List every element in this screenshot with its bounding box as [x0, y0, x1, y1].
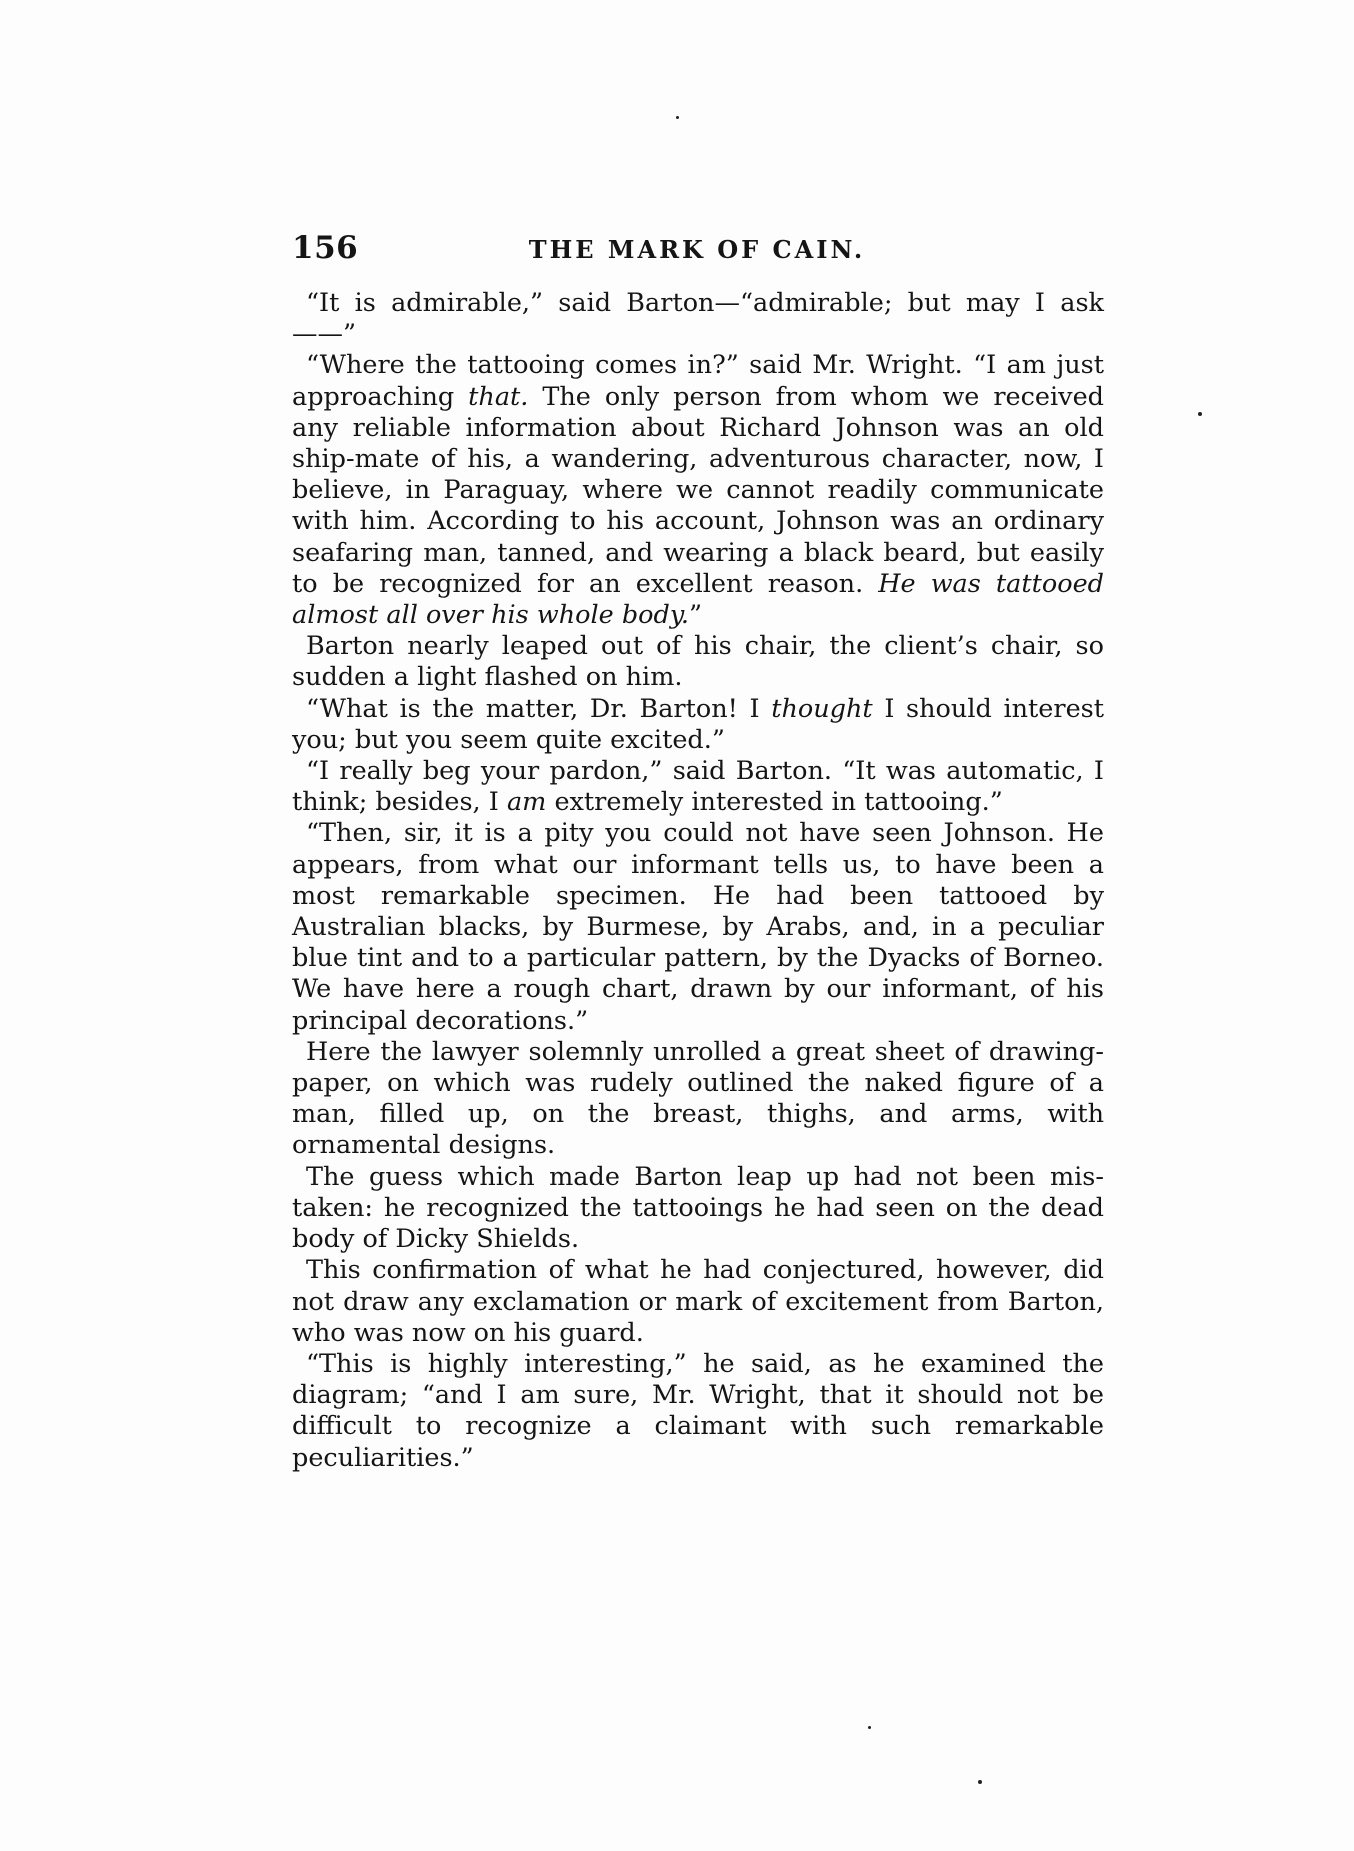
- text-run: Here the lawyer solemnly unrolled a great sheet of drawing-paper, on which was rudely outlined the naked figure of a man, filled up, on the breast, thighs, and arms, with ornamental designs.: [292, 1036, 1104, 1161]
- paragraph: [292, 1255, 1104, 1349]
- body-text: [292, 288, 1104, 1474]
- text-run: “Then, sir, it is a pity you could not have seen Johnson. He appears, from what our informant tells us, to have been a most remarkable specimen. He had been tattooed by Australian blacks, by Burmese, by Arabs, and, in a peculiar blue tint and to a particular pattern, by the Dyacks of Borneo. We have here a rough chart, drawn by our informant, of his principal decorations.”: [292, 818, 1104, 1036]
- text-run: Barton nearly leaped out of his chair, the client’s chair, so sudden a light flashed on him.: [292, 631, 1104, 693]
- print-speck: [868, 1726, 871, 1729]
- paragraph: [292, 1162, 1104, 1256]
- text-run: “What is the matter, Dr. Barton! I: [306, 693, 772, 724]
- text-run: The only person from whom we received any reliable information about Richard Johnson was an old ship-mate of his, a wandering, adventurous character, now, I believe, in Paraguay, where we cannot readily communicate with him. According to his account, Johnson was an ordinary seafaring man, tanned, and wearing a black beard, but easily to be recognized for an excellent reason.: [292, 381, 1104, 599]
- print-speck: [1198, 412, 1202, 416]
- italic-text: thought: [771, 693, 873, 724]
- text-run: “This is highly interesting,” he said, as he examined the diagram; “and I am sure, Mr. Wright, that it should not be difficult to recognize a claimant with such remarkable peculiarities.”: [292, 1348, 1104, 1473]
- paragraph: [292, 350, 1104, 631]
- page-header: [292, 228, 1102, 278]
- text-run: The guess which made Barton leap up had not been mistaken: he recognized the tattooings he had seen on the dead body of Dicky Shields.: [292, 1161, 1104, 1255]
- paragraph: [292, 756, 1104, 818]
- print-speck: [978, 1780, 982, 1784]
- italic-text: am: [506, 787, 547, 818]
- paragraph: [292, 694, 1104, 756]
- paragraph: [292, 631, 1104, 693]
- page-number: 156: [292, 230, 359, 266]
- paragraph: [292, 818, 1104, 1036]
- text-run: This confirmation of what he had conjectured, however, did not draw any exclamation or mark of excitement from Barton, who was now on his guard.: [292, 1255, 1104, 1348]
- italic-text: He was tattooed almost all over his whole body.: [292, 568, 1104, 631]
- text-run: “It is admirable,” said Barton—“admirable; but may I ask——”: [292, 288, 1104, 350]
- text-run: extremely interested in tattooing.”: [546, 787, 1003, 818]
- text-run: ”: [688, 600, 702, 631]
- running-title: THE MARK OF CAIN.: [528, 235, 866, 264]
- italic-text: that.: [468, 381, 529, 412]
- paragraph: [292, 1349, 1104, 1474]
- text-run: “Where the tattooing comes in?” said Mr. Wright. “I am just approaching: [292, 350, 1104, 412]
- print-speck: [676, 116, 679, 119]
- text-run: “I really beg your pardon,” said Barton. “It was automatic, I think; besides, I: [292, 756, 1104, 818]
- paragraph: [292, 1037, 1104, 1162]
- paragraph: [292, 288, 1104, 350]
- text-run: I should interest you; but you seem quite excited.”: [292, 693, 1104, 755]
